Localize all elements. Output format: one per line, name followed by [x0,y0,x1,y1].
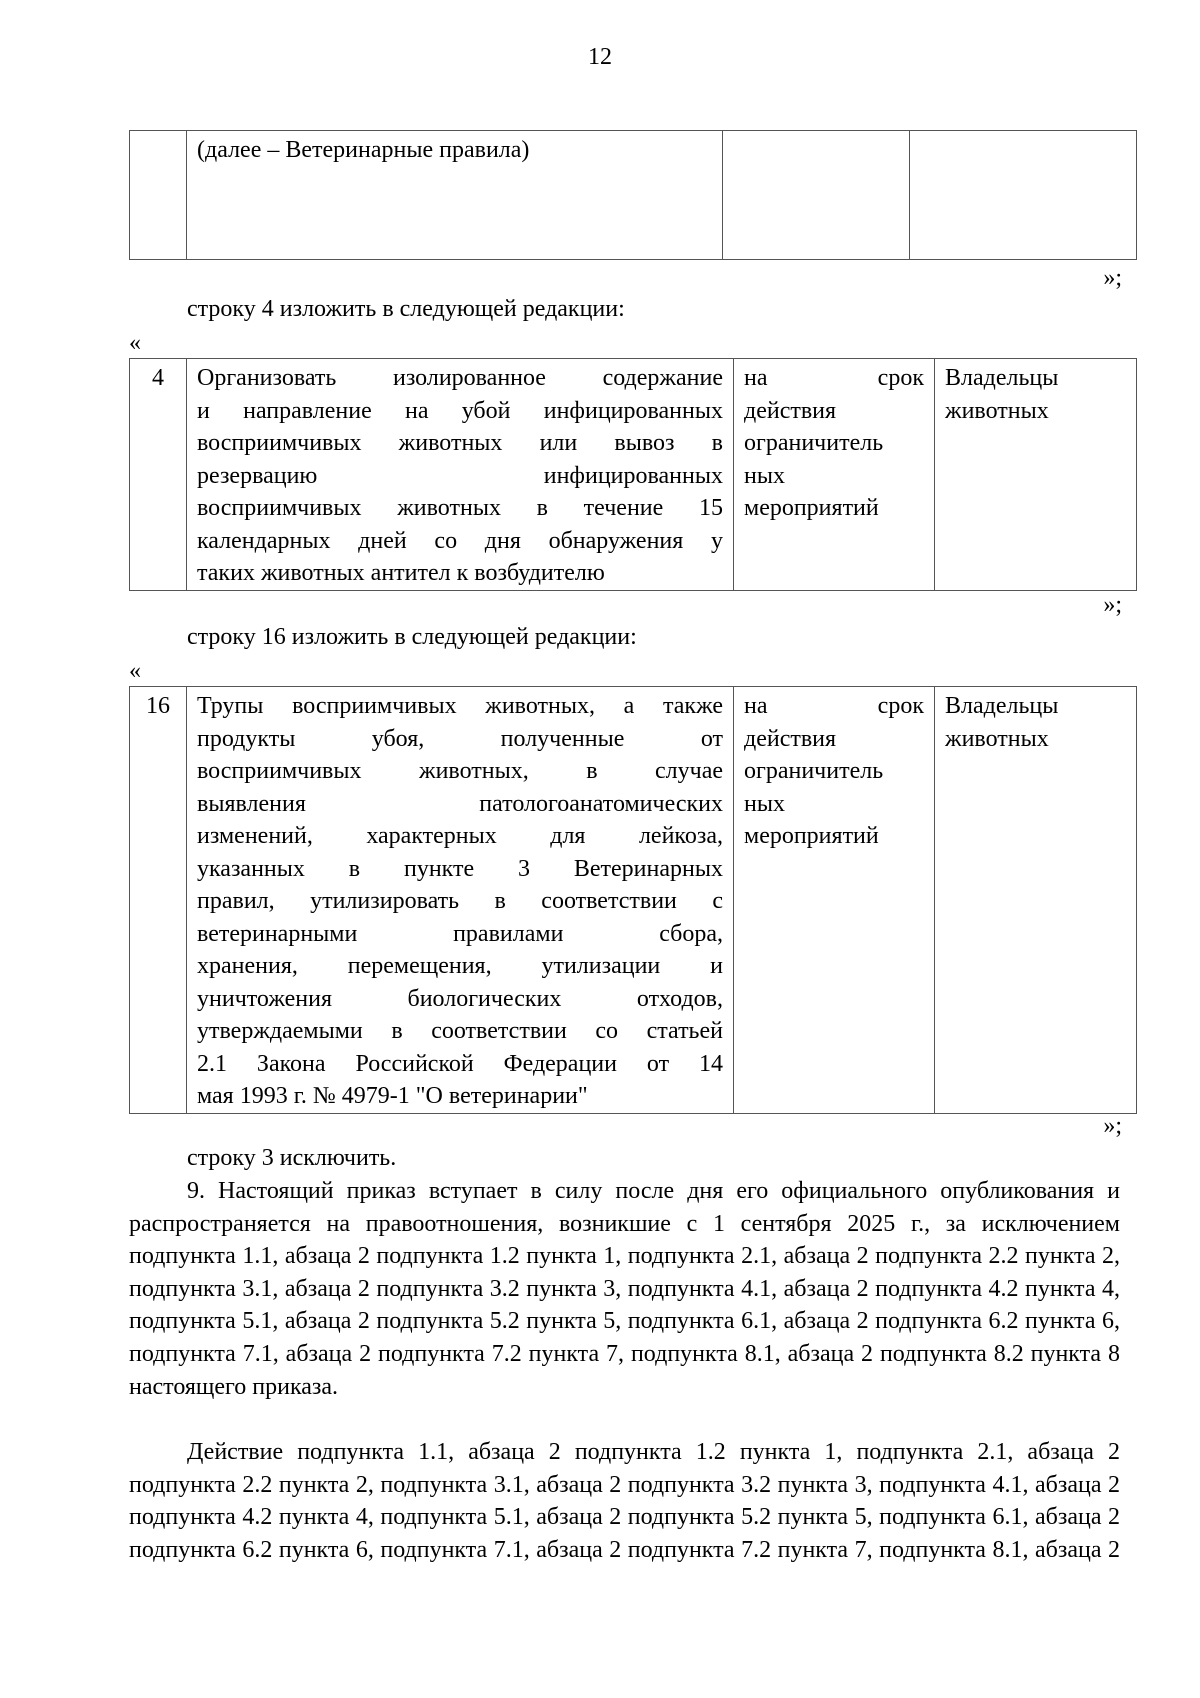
cell-number: 16 [130,687,187,1114]
cell-term [734,687,935,1114]
text-line: изменений, характерных для лейкоза, [197,823,723,849]
text-line: ных [744,462,785,489]
page-number: 12 [588,44,612,70]
text-line: ограничитель [744,430,884,456]
table-row [130,687,1137,1114]
text-line: действия [744,725,837,752]
cell-term [734,359,935,591]
text-line: мероприятий [744,823,879,849]
text-line: 2.1 Закона Российской Федерации от 14 [197,1050,723,1077]
text-line: календарных дней со дня обнаружения у [197,527,723,554]
text-line: выявления патологоанатомических [197,790,723,817]
cell-term [723,131,910,260]
cell-text [187,687,734,1114]
text-line: действия [744,397,837,424]
text-line: мая 1993 г. № 4979-1 "О ветеринарии" [197,1083,588,1109]
text-line: ограничитель [744,758,884,784]
cell-number [130,131,187,260]
text-line: утверждаемыми в соответствии со статьей [197,1018,723,1044]
row4-text [197,362,723,590]
instruction-exclude-row3: строку 3 исключить. [187,1145,397,1171]
text-line: мероприятий [744,495,879,521]
text-line: резервацию инфицированных [197,462,723,489]
paragraph-action: Действие подпункта 1.1, абзаца 2 подпункта 1.2 пункта 1, подпункта 2.1, абзаца 2 подпункта 2.2 пункта 2, подпункта 3.1, абзаца 2 подпункта 3.2 пункта 3, подпункта 4.1, абзаца 2 подпункта 4.2 пункта 4, подпункта 5.1, абзаца 2 подпункта 5.2 пункта 5, подпункта 6.1, абзаца 2 подпункта 6.2 пункта 6, подпункта 7.1, абзаца 2 подпункта 7.2 пункта 7, подпункта 8.1, абзаца 2 [129,1439,1120,1563]
table-row-4 [129,358,1137,591]
text-line: Владельцы [945,693,1059,719]
instruction-row4: строку 4 изложить в следующей редакции: [187,296,625,322]
instruction-row16: строку 16 изложить в следующей редакции: [187,624,637,650]
table-continuation [129,130,1137,260]
text-line: указанных в пункте 3 Ветеринарных [197,855,723,882]
text-line: восприимчивых животных или вывоз в [197,430,723,456]
text-line: правил, утилизировать в соответствии с [197,888,723,914]
opening-quote: « [129,330,141,356]
cell-responsible [935,687,1137,1114]
closing-quote: »; [1103,1113,1122,1139]
text-line: Трупы восприимчивых животных, а также [197,693,723,719]
text-line: на срок [744,365,924,391]
text-line: ветеринарными правилами сбора, [197,920,723,947]
text-line: уничтожения биологических отходов, [197,985,723,1012]
text-line: хранения, перемещения, утилизации и [197,953,723,979]
text-line: Владельцы [945,365,1059,391]
text-line: продукты убоя, полученные от [197,725,723,752]
paragraph-9: 9. Настоящий приказ вступает в силу после дня его официального опубликования и распространяется на правоотношения, возникшие с 1 сентября 2025 г., за исключением подпункта 1.1, абзаца 2 подпункта 1.2 пункта 1, подпункта 2.1, абзаца 2 подпункта 2.2 пункта 2, подпункта 3.1, абзаца 2 подпункта 3.2 пункта 3, подпункта 4.1, абзаца 2 подпункта 4.2 пункта 4, подпункта 5.1, абзаца 2 подпункта 5.2 пункта 5, подпункта 6.1, абзаца 2 подпункта 6.2 пункта 6, подпункта 7.1, абзаца 2 подпункта 7.2 пункта 7, подпункта 8.1, абзаца 2 подпункта 8.2 пункта 8 настоящего приказа. [129,1178,1120,1400]
text-line: восприимчивых животных, в случае [197,758,723,784]
text-line: животных [945,725,1049,752]
cell-text: (далее – Ветеринарные правила) [187,131,723,260]
text-line: Организовать изолированное содержание [197,365,723,391]
table-row-16 [129,686,1137,1114]
text-line: на срок [744,693,924,719]
opening-quote: « [129,658,141,684]
cell-responsible [935,359,1137,591]
text-line: ных [744,790,785,817]
text-line: восприимчивых животных в течение 15 [197,495,723,521]
cell-responsible [910,131,1137,260]
text-line: животных [945,397,1049,424]
table-row [130,131,1137,260]
text-line: и направление на убой инфицированных [197,397,723,424]
text-line: таких животных антител к возбудителю [197,560,605,586]
cell-text [187,359,734,591]
cell-number: 4 [130,359,187,591]
table-row [130,359,1137,591]
closing-quote: »; [1103,265,1122,291]
closing-quote: »; [1103,592,1122,618]
